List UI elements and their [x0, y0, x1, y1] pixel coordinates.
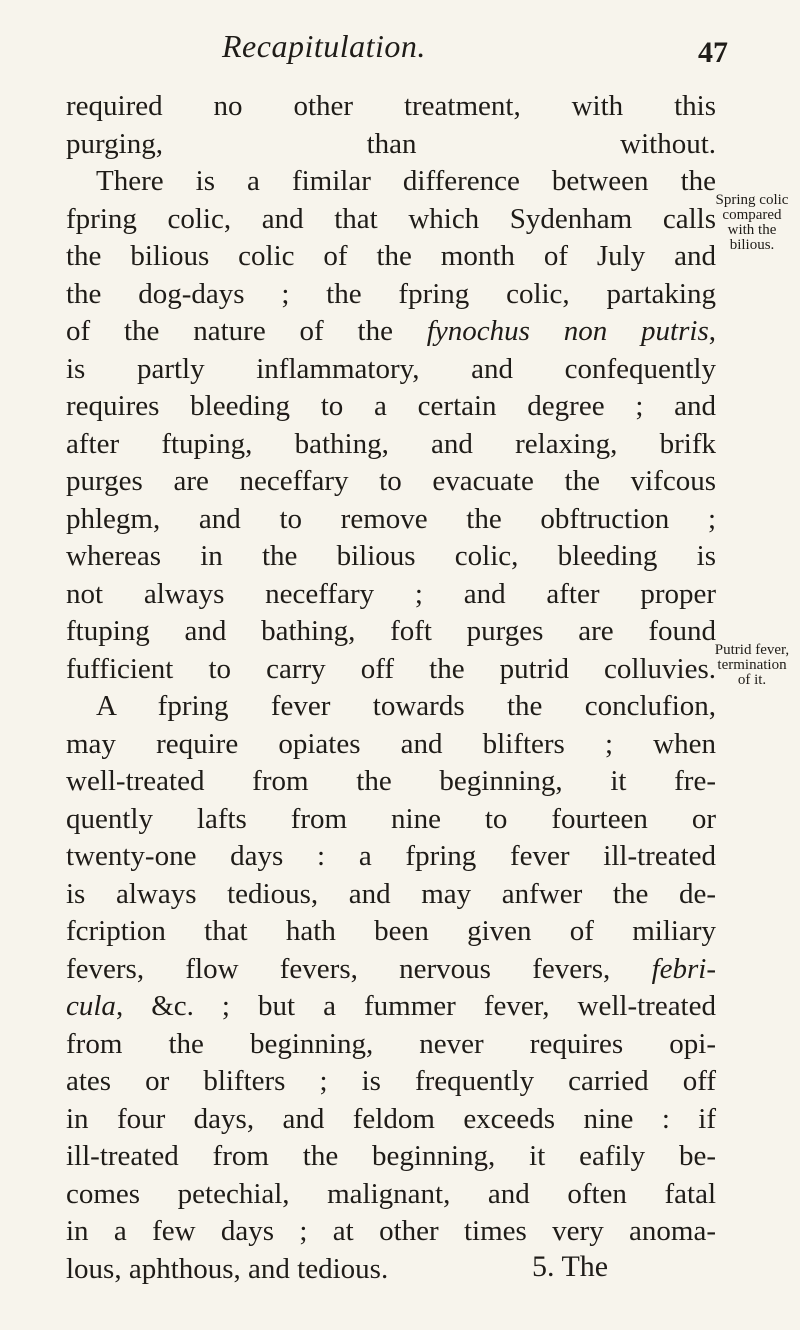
text-line — [66, 538, 716, 576]
text-line — [66, 351, 716, 389]
text-line — [66, 576, 716, 614]
body-text — [66, 88, 716, 1288]
margin-note-line: of it. — [737, 672, 767, 688]
text-line — [66, 876, 716, 914]
text-line-content: There is a fimilar difference between the — [96, 165, 716, 197]
text-line-content: fcription that hath been given of miliary — [66, 915, 716, 947]
text-line-content: purging, than without. — [66, 127, 716, 160]
italic-term: fynochus non putris — [426, 315, 709, 347]
text-line-content: may require opiates and blifters ; when — [66, 727, 716, 760]
text-line — [66, 426, 716, 464]
text-line-content: ftuping and bathing, foft purges are found — [66, 615, 716, 647]
text-line — [66, 238, 716, 276]
text-line — [66, 313, 716, 351]
text-line-content: purges are neceffary to evacuate the vifcous — [66, 465, 716, 497]
text-line-content: ates or blifters ; is frequently carried off — [66, 1065, 716, 1097]
text-line — [66, 651, 716, 689]
text-line — [66, 1026, 716, 1064]
text-line-content: is partly inflammatory, and confequently — [66, 352, 716, 385]
text-line-content: in a few days ; at other times very anoma- — [66, 1215, 716, 1247]
text-line-content: after ftuping, bathing, and relaxing, brifk — [66, 427, 716, 460]
catchword: 5. The — [532, 1250, 609, 1283]
italic-term: febri- — [651, 952, 716, 985]
text-line-content: ill-treated from the beginning, it eafily be- — [66, 1140, 716, 1172]
text-line-content: phlegm, and to remove the obftruction ; — [66, 502, 716, 535]
text-line-content: the dog-days ; the fpring colic, partaking — [66, 277, 716, 310]
running-head: Recapitulation. — [222, 28, 426, 64]
text-line — [66, 838, 716, 876]
text-line — [66, 913, 716, 951]
text-line-content: fufficient to carry off the putrid colluvies. — [66, 652, 716, 685]
page-number: 47 — [698, 36, 728, 69]
text-line — [66, 1176, 716, 1214]
margin-note-line: Putrid fever, — [714, 642, 790, 658]
text-line-content: not always neceffary ; and after proper — [66, 577, 716, 610]
text-line-content: comes petechial, malignant, and often fatal — [66, 1177, 716, 1210]
text-line — [66, 388, 716, 426]
page-header — [0, 14, 800, 74]
text-line-content: quently lafts from nine to fourteen or — [66, 802, 716, 835]
text-line-content: lous, aphthous, and tedious. — [66, 1252, 389, 1285]
text-line-content: in four days, and feldom exceeds nine : if — [66, 1102, 716, 1135]
text-line — [66, 763, 716, 801]
text-line — [66, 276, 716, 314]
text-line — [66, 201, 716, 239]
margin-note-line: Spring colic — [715, 192, 789, 208]
text-line-content: fevers, flow fevers, nervous fevers, — [66, 952, 652, 985]
text-line-content: well-treated from the beginning, it fre- — [66, 765, 716, 797]
margin-note-putrid-fever — [712, 643, 800, 688]
text-line-content: required no other treatment, with this — [66, 90, 716, 122]
text-line-content: whereas in the bilious colic, bleeding is — [66, 540, 716, 572]
text-line-content: is always tedious, and may anfwer the de- — [66, 877, 716, 910]
text-line — [66, 988, 716, 1026]
text-line-content: the bilious colic of the month of July and — [66, 240, 716, 272]
text-line — [66, 1251, 716, 1289]
margin-note-line: compared — [722, 207, 782, 223]
text-line — [66, 1101, 716, 1139]
text-line-content: from the beginning, never requires opi- — [66, 1027, 716, 1060]
margin-note-line: termination — [717, 657, 787, 673]
text-line — [66, 801, 716, 839]
italic-term: cula — [66, 990, 116, 1022]
text-line-content: fpring colic, and that which Sydenham calls — [66, 202, 716, 235]
text-line-content: , &c. ; but a fummer fever, well-treated — [115, 990, 716, 1022]
text-line — [66, 613, 716, 651]
text-line-content: of the nature of the — [66, 315, 427, 347]
text-line — [66, 501, 716, 539]
margin-note-line: bilious. — [729, 237, 775, 253]
text-line — [66, 163, 716, 201]
text-line — [66, 726, 716, 764]
text-line-content: , — [708, 315, 716, 347]
text-line-content: A fpring fever towards the conclufion, — [96, 690, 716, 722]
text-line — [66, 1063, 716, 1101]
text-line — [66, 951, 716, 989]
text-line — [66, 463, 716, 501]
text-line — [66, 88, 716, 126]
text-line — [66, 126, 716, 164]
text-line-content: requires bleeding to a certain degree ; and — [66, 390, 716, 422]
text-line — [66, 1138, 716, 1176]
margin-note-line: with the — [727, 222, 777, 238]
margin-note-spring-colic — [712, 193, 800, 253]
text-line — [66, 688, 716, 726]
text-line — [66, 1213, 716, 1251]
text-line-content: twenty-one days : a fpring fever ill-treated — [66, 840, 716, 872]
